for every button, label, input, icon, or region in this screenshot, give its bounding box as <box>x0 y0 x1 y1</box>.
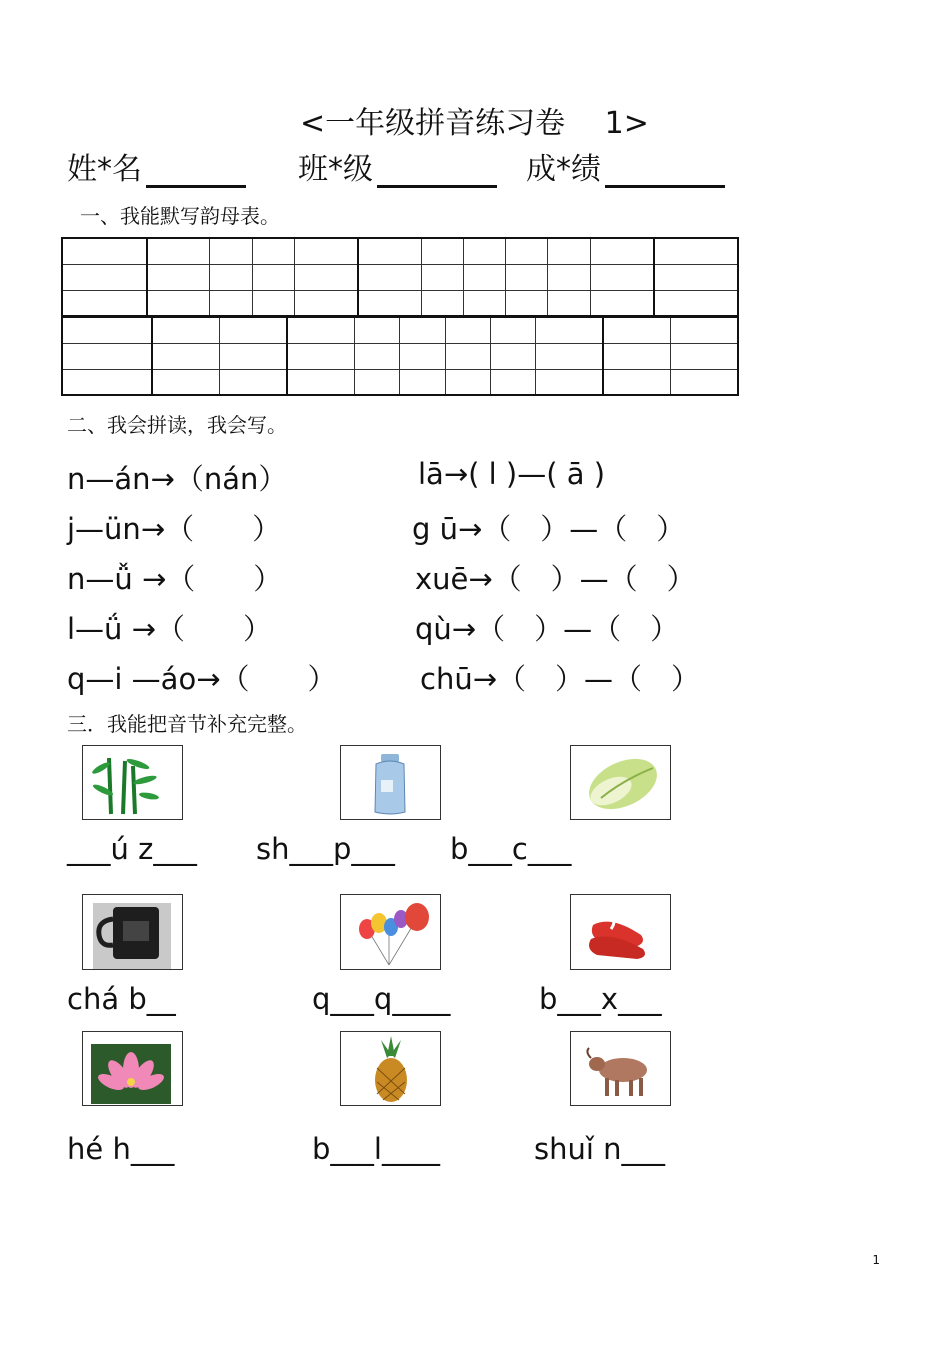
name-field-group <box>67 144 246 188</box>
pinyin-left-3: n—ǚ →（ ） <box>67 562 283 596</box>
fill-pineapple[interactable]: b___l____ <box>312 1132 440 1166</box>
pinyin-left-1: n—án→（nán） <box>67 462 288 496</box>
section1-heading: 一、我能默写韵母表。 <box>80 204 280 228</box>
page-number: 1 <box>872 1253 880 1267</box>
fill-balloons[interactable]: q___q____ <box>312 982 451 1016</box>
bamboo-picture <box>82 745 183 820</box>
class-label: 班*级 <box>298 152 373 187</box>
vowel-grid-bottom[interactable] <box>61 316 739 396</box>
red-shoes-picture <box>570 894 671 970</box>
pineapple-picture <box>340 1031 441 1106</box>
pinyin-right-4: qù→（ ）—（ ） <box>415 612 680 646</box>
pinyin-right-2: g ū→（ ）—（ ） <box>412 512 686 546</box>
name-label: 姓*名 <box>67 152 142 187</box>
section2-heading: 二、我会拼读，我会写。 <box>67 413 287 437</box>
lotus-picture <box>82 1031 183 1106</box>
fill-bamboo[interactable]: ___ú z___ <box>67 832 197 866</box>
page-title: <一年级拼音练习卷 1> <box>300 106 649 141</box>
thermos-picture <box>340 745 441 820</box>
fill-buffalo[interactable]: shuǐ n___ <box>534 1132 666 1166</box>
name-blank[interactable] <box>146 155 246 188</box>
section3-heading: 三．我能把音节补充完整。 <box>67 712 307 736</box>
pinyin-right-3: xuē→（ ）—（ ） <box>415 562 696 596</box>
fill-cabbage[interactable]: b___c___ <box>450 832 572 866</box>
class-field-group <box>298 144 497 188</box>
score-label: 成*绩 <box>526 152 601 187</box>
pinyin-right-1: lā→( l )—( ā ) <box>418 457 606 491</box>
cabbage-picture <box>570 745 671 820</box>
fill-red-shoes[interactable]: b___x___ <box>539 982 662 1016</box>
fill-mug[interactable]: chá b__ <box>67 982 176 1016</box>
pinyin-left-4: l—ǘ →（ ） <box>67 612 272 646</box>
mug-picture <box>82 894 183 970</box>
pinyin-left-2: j—ün→（ ） <box>67 512 282 546</box>
score-blank[interactable] <box>605 155 725 188</box>
fill-lotus[interactable]: hé h___ <box>67 1132 175 1166</box>
fill-thermos[interactable]: sh___p___ <box>256 832 395 866</box>
balloons-picture <box>340 894 441 970</box>
pinyin-right-5: chū→（ ）—（ ） <box>420 662 701 696</box>
buffalo-picture <box>570 1031 671 1106</box>
class-blank[interactable] <box>377 155 497 188</box>
score-field-group <box>526 144 725 188</box>
pinyin-left-5: q—i —áo→（ ） <box>67 662 337 696</box>
vowel-grid-top[interactable] <box>61 237 739 317</box>
